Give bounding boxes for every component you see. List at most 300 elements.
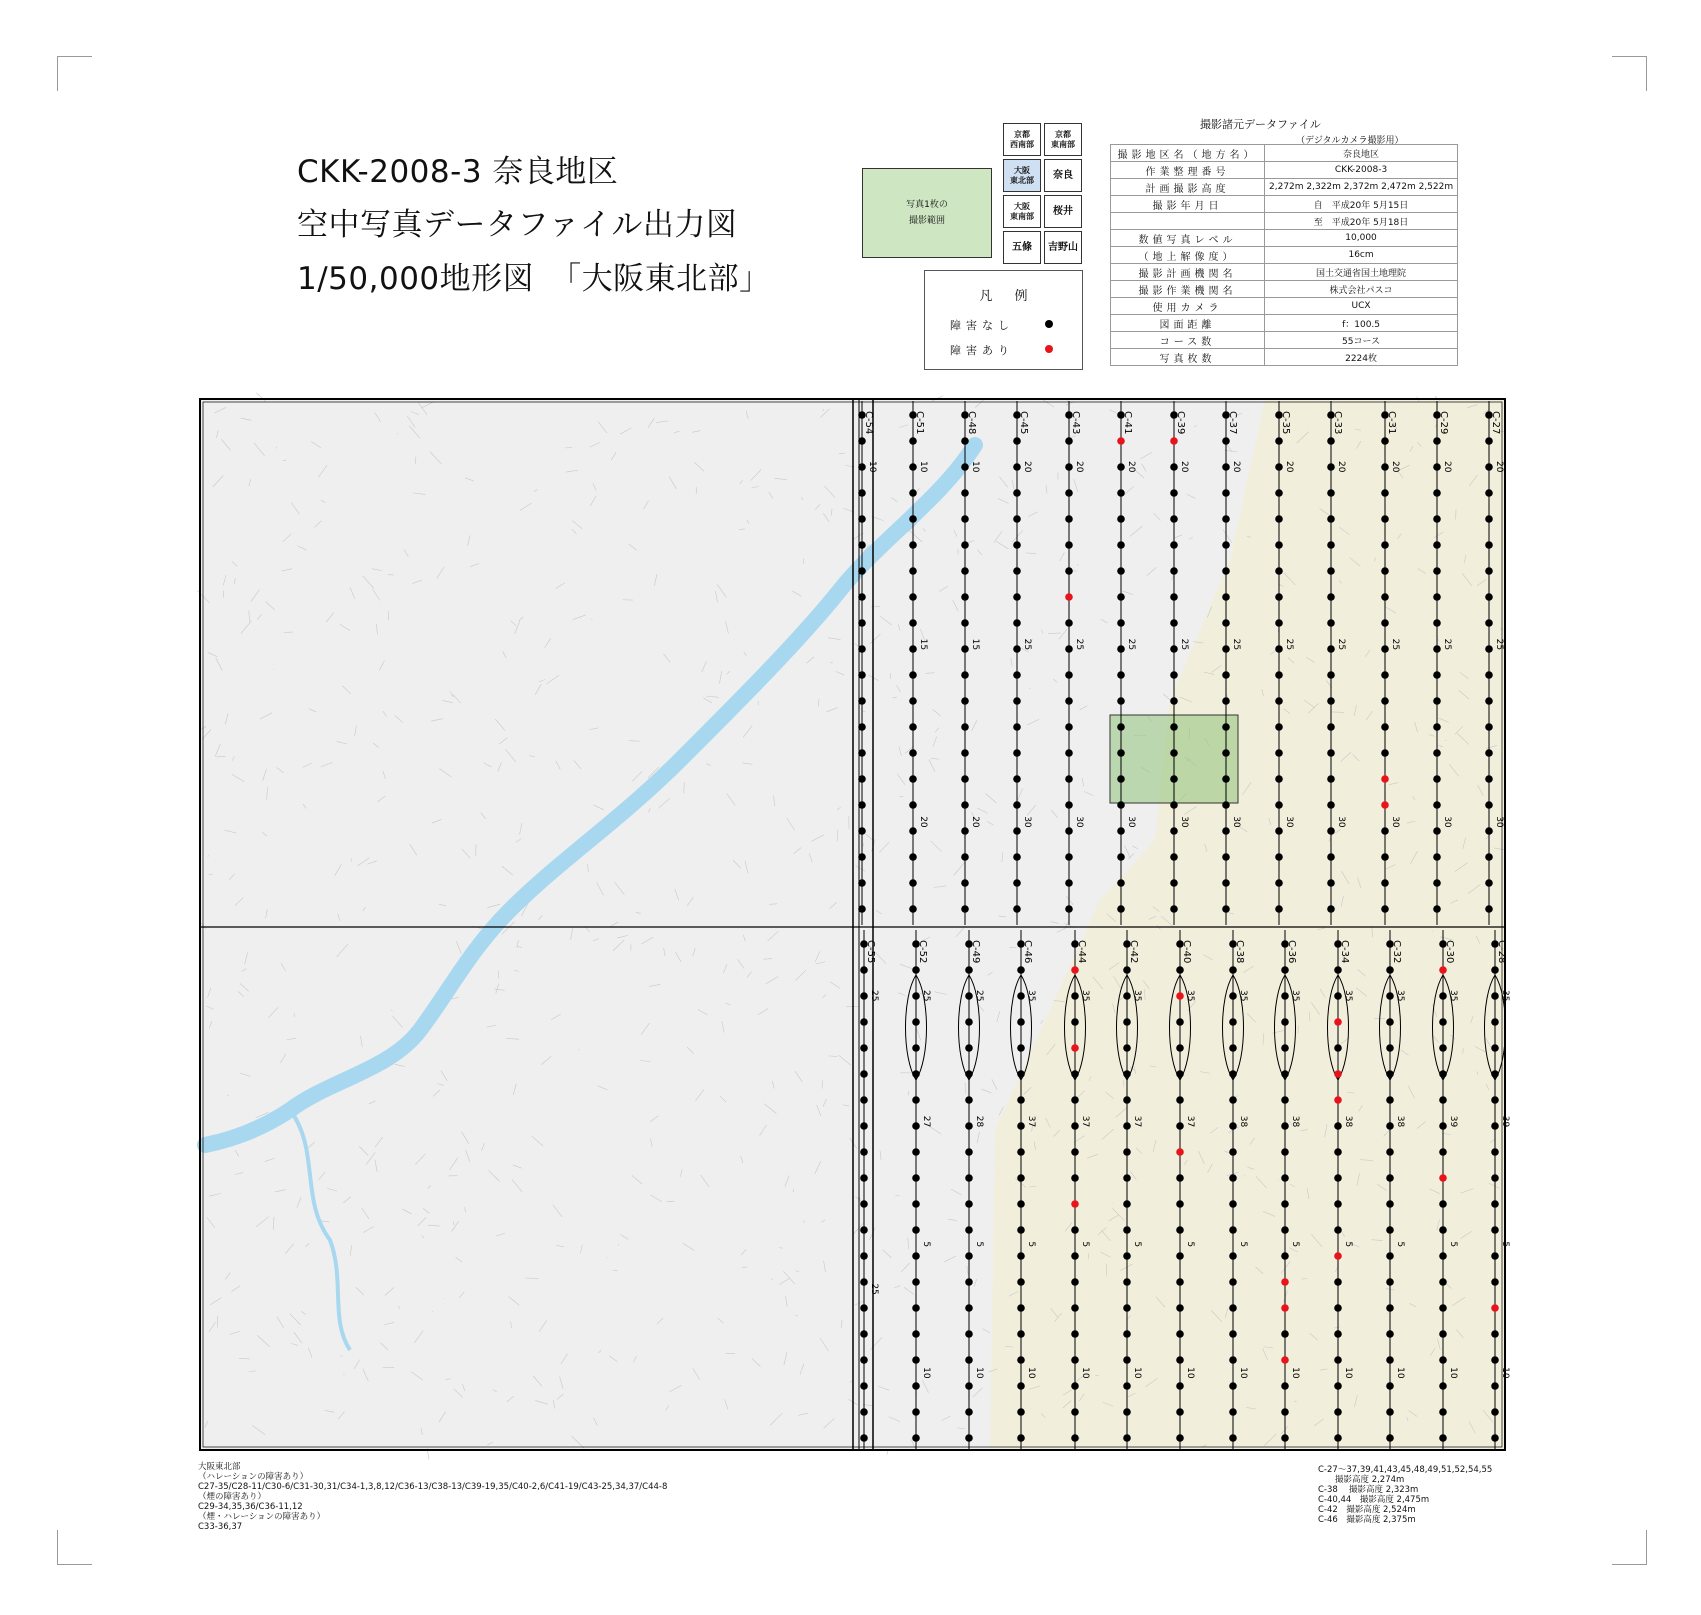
exposure-point	[1176, 1304, 1184, 1312]
exposure-point	[1170, 437, 1178, 445]
exposure-point	[860, 1174, 868, 1182]
photo-number-label: 10	[1500, 1367, 1510, 1379]
exposure-point	[1117, 879, 1125, 887]
exposure-point	[961, 437, 969, 445]
exposure-point	[1017, 1070, 1025, 1078]
exposure-point	[1170, 671, 1178, 679]
photo-number-label: 5	[1290, 1241, 1300, 1248]
exposure-point	[1327, 905, 1335, 913]
photo-number-label: 37	[1080, 1115, 1090, 1128]
exposure-point	[1229, 1174, 1237, 1182]
photo-number-label: 25	[869, 1283, 879, 1295]
exposure-point	[1386, 1330, 1394, 1338]
exposure-point	[1117, 697, 1125, 705]
exposure-point	[858, 775, 866, 783]
exposure-point	[909, 463, 917, 471]
exposure-point	[1439, 1148, 1447, 1156]
exposure-point	[1381, 723, 1389, 731]
exposure-point	[1433, 905, 1441, 913]
exposure-point	[1176, 1278, 1184, 1286]
exposure-point	[909, 697, 917, 705]
exposure-point	[860, 966, 868, 974]
exposure-point	[1229, 992, 1237, 1000]
exposure-point	[1123, 1226, 1131, 1234]
exposure-point	[1065, 697, 1073, 705]
legend-title: 凡例	[979, 289, 1050, 304]
exposure-point	[1222, 723, 1230, 731]
exposure-point	[1381, 515, 1389, 523]
exposure-point	[858, 489, 866, 497]
exposure-point	[1381, 853, 1389, 861]
exposure-point	[912, 1044, 920, 1052]
index-cell-line2: 東南部	[1051, 139, 1075, 149]
exposure-point	[1439, 1408, 1447, 1416]
spec-key: 撮影作業機関名	[1111, 281, 1265, 298]
photo-number-label: 5	[974, 1241, 984, 1248]
exposure-point	[1229, 1356, 1237, 1364]
exposure-point	[858, 853, 866, 861]
exposure-point	[1123, 1148, 1131, 1156]
exposure-point	[1071, 1278, 1079, 1286]
exposure-point	[1013, 723, 1021, 731]
photo-number-label: 10	[1395, 1367, 1405, 1379]
exposure-point	[1485, 801, 1493, 809]
photo-number-label: 38	[1238, 1115, 1248, 1128]
exposure-point	[1386, 1252, 1394, 1260]
exposure-point	[858, 645, 866, 653]
exposure-point	[1017, 1278, 1025, 1286]
spec-subtitle: （デジタルカメラ撮影用）	[1296, 136, 1404, 146]
exposure-point	[1222, 879, 1230, 887]
exposure-point	[1485, 671, 1493, 679]
exposure-point	[1334, 1408, 1342, 1416]
exposure-point	[1176, 1070, 1184, 1078]
exposure-point	[1013, 853, 1021, 861]
exposure-point	[1222, 489, 1230, 497]
exposure-point	[1229, 1434, 1237, 1442]
photo-number-label: 35	[1500, 990, 1510, 1002]
exposure-point	[1327, 489, 1335, 497]
exposure-point	[1176, 966, 1184, 974]
photo-number-label: 10	[1185, 1367, 1195, 1379]
title-sheet: 1/50,000地形図 「大阪東北部」	[297, 261, 771, 297]
course-label: C-46	[1022, 940, 1033, 964]
course-label: C-31	[1386, 411, 1397, 435]
exposure-point	[1275, 723, 1283, 731]
exposure-point	[1229, 1070, 1237, 1078]
course-label: C-51	[914, 411, 925, 435]
exposure-point	[1485, 541, 1493, 549]
exposure-point	[1386, 1044, 1394, 1052]
exposure-point	[1275, 645, 1283, 653]
exposure-point	[1170, 593, 1178, 601]
spec-key: 図面距離	[1111, 315, 1265, 332]
photo-number-label: 30	[1390, 816, 1400, 828]
exposure-point	[1439, 1304, 1447, 1312]
exposure-point	[1433, 853, 1441, 861]
exposure-point	[1065, 541, 1073, 549]
exposure-point	[860, 1408, 868, 1416]
exposure-point	[1281, 1070, 1289, 1078]
exposure-point	[1433, 723, 1441, 731]
exposure-point	[1275, 567, 1283, 575]
exposure-point	[858, 567, 866, 575]
exposure-point	[1176, 1148, 1184, 1156]
exposure-point	[1170, 905, 1178, 913]
exposure-point	[909, 723, 917, 731]
course-label: C-45	[1018, 411, 1029, 435]
exposure-point	[1327, 749, 1335, 757]
exposure-point	[1017, 1356, 1025, 1364]
exposure-point	[1433, 489, 1441, 497]
exposure-point	[1281, 1382, 1289, 1390]
exposure-point	[1439, 1356, 1447, 1364]
exposure-point	[1433, 593, 1441, 601]
legend-label-obstacle: 障害あり	[950, 344, 1014, 357]
exposure-point	[1170, 645, 1178, 653]
photo-number-label: 30	[1022, 816, 1032, 828]
exposure-point	[1433, 775, 1441, 783]
exposure-point	[1123, 1408, 1131, 1416]
exposure-point	[1065, 801, 1073, 809]
photo-number-label: 20	[1284, 461, 1294, 473]
exposure-point	[1123, 1278, 1131, 1286]
exposure-point	[1170, 853, 1178, 861]
exposure-point	[1334, 1174, 1342, 1182]
photo-number-label: 35	[1026, 990, 1036, 1002]
exposure-point	[909, 671, 917, 679]
course-label: C-41	[1122, 411, 1133, 435]
exposure-point	[1491, 1434, 1499, 1442]
exposure-point	[1485, 645, 1493, 653]
exposure-point	[1013, 697, 1021, 705]
exposure-point	[1176, 1018, 1184, 1026]
exposure-point	[1275, 489, 1283, 497]
exposure-point	[1017, 1330, 1025, 1338]
exposure-point	[961, 645, 969, 653]
exposure-point	[1386, 1096, 1394, 1104]
photo-number-label: 20	[1126, 461, 1136, 473]
exposure-point	[1065, 853, 1073, 861]
exposure-point	[1117, 463, 1125, 471]
photo-number-label: 25	[1336, 638, 1346, 651]
exposure-point	[1491, 1122, 1499, 1130]
exposure-point	[1281, 1018, 1289, 1026]
exposure-point	[1013, 463, 1021, 471]
spec-value: 10,000	[1265, 230, 1458, 247]
exposure-point	[1117, 515, 1125, 523]
title-project: CKK-2008-3 奈良地区	[297, 154, 619, 190]
exposure-point	[1433, 879, 1441, 887]
exposure-point	[1433, 671, 1441, 679]
exposure-point	[1071, 1070, 1079, 1078]
exposure-point	[1281, 1096, 1289, 1104]
exposure-point	[1176, 1044, 1184, 1052]
exposure-point	[1071, 1434, 1079, 1442]
exposure-point	[1275, 437, 1283, 445]
exposure-point	[912, 966, 920, 974]
index-cell-line2: 東北部	[1010, 175, 1034, 185]
photo-number-label: 20	[918, 816, 928, 828]
exposure-point	[1117, 489, 1125, 497]
exposure-point	[1017, 1252, 1025, 1260]
exposure-point	[1065, 671, 1073, 679]
exposure-point	[1491, 1330, 1499, 1338]
exposure-point	[1381, 541, 1389, 549]
spec-key: （地上解像度）	[1111, 247, 1265, 264]
photo-number-label: 10	[1343, 1367, 1353, 1379]
exposure-point	[1123, 1044, 1131, 1052]
exposure-point	[860, 992, 868, 1000]
exposure-point	[961, 593, 969, 601]
course-label: C-48	[966, 411, 977, 435]
exposure-point	[860, 1070, 868, 1078]
exposure-point	[1117, 567, 1125, 575]
course-label: C-42	[1128, 940, 1139, 964]
exposure-point	[1275, 515, 1283, 523]
exposure-point	[1013, 515, 1021, 523]
course-label: C-54	[863, 411, 874, 435]
exposure-point	[1071, 1044, 1079, 1052]
exposure-point	[1117, 853, 1125, 861]
photo-number-label: 38	[1395, 1115, 1405, 1128]
photo-number-label: 25	[974, 990, 984, 1002]
photo-number-label: 10	[921, 1367, 931, 1379]
exposure-point	[909, 567, 917, 575]
exposure-point	[1281, 1356, 1289, 1364]
exposure-point	[1386, 1122, 1394, 1130]
exposure-point	[858, 619, 866, 627]
exposure-point	[912, 1330, 920, 1338]
exposure-point	[1071, 1148, 1079, 1156]
exposure-point	[912, 1434, 920, 1442]
exposure-point	[1433, 437, 1441, 445]
exposure-point	[1229, 1096, 1237, 1104]
exposure-point	[961, 879, 969, 887]
exposure-point	[965, 1226, 973, 1234]
exposure-point	[1281, 1044, 1289, 1052]
exposure-point	[1439, 1174, 1447, 1182]
photo-number-label: 25	[1284, 638, 1294, 651]
photo-number-label: 25	[1442, 638, 1452, 651]
spec-value: 国土交通省国土地理院	[1265, 264, 1458, 281]
exposure-point	[1071, 1408, 1079, 1416]
exposure-point	[1386, 966, 1394, 974]
spec-value: f：100.5	[1265, 315, 1458, 332]
exposure-point	[1327, 515, 1335, 523]
obstacle-notes: 大阪東北部 （ハレーションの障害あり） C27-35/C28-11/C30-6/C31-30,31/C34-1,3,8,12/C36-13/C38-13/C39-19,35/C40-2,6/C41-19/C43-25,34,37/C44-8 （煙の障害あり） C29-34,35,36/C36-11,12 （煙・ハレーションの障害あり） C33-36,37	[198, 1462, 668, 1532]
course-label: C-38	[1234, 940, 1245, 964]
photo-number-label: 25	[1179, 638, 1189, 651]
course-label: C-32	[1391, 940, 1402, 964]
exposure-point	[1071, 1174, 1079, 1182]
photo-number-label: 25	[1022, 638, 1032, 651]
exposure-point	[961, 463, 969, 471]
index-cell-line1: 奈良	[1053, 169, 1073, 181]
exposure-point	[858, 827, 866, 835]
index-cell-line1: 吉野山	[1048, 241, 1078, 253]
exposure-point	[858, 463, 866, 471]
exposure-point	[1123, 1096, 1131, 1104]
exposure-point	[1275, 801, 1283, 809]
exposure-point	[965, 1252, 973, 1260]
exposure-point	[1281, 1252, 1289, 1260]
exposure-point	[1433, 541, 1441, 549]
exposure-point	[1065, 619, 1073, 627]
exposure-point	[1229, 1278, 1237, 1286]
exposure-point	[961, 801, 969, 809]
exposure-point	[1117, 645, 1125, 653]
exposure-point	[1334, 1122, 1342, 1130]
exposure-point	[909, 515, 917, 523]
exposure-point	[965, 1278, 973, 1286]
exposure-point	[909, 645, 917, 653]
exposure-point	[860, 1226, 868, 1234]
exposure-point	[1381, 619, 1389, 627]
photo-number-label: 30	[1126, 816, 1136, 828]
exposure-point	[1327, 593, 1335, 601]
photo-number-label: 10	[867, 461, 877, 473]
exposure-point	[1334, 1070, 1342, 1078]
exposure-point	[1386, 992, 1394, 1000]
exposure-point	[1013, 671, 1021, 679]
exposure-point	[1222, 593, 1230, 601]
exposure-point	[961, 775, 969, 783]
exposure-point	[909, 775, 917, 783]
course-label: C-44	[1076, 940, 1087, 964]
exposure-point	[1439, 1252, 1447, 1260]
exposure-point	[965, 1408, 973, 1416]
course-label: C-40	[1181, 940, 1192, 964]
exposure-point	[1123, 1330, 1131, 1338]
exposure-point	[1176, 1330, 1184, 1338]
exposure-point	[1327, 697, 1335, 705]
exposure-point	[1013, 541, 1021, 549]
exposure-point	[860, 1148, 868, 1156]
exposure-point	[1439, 1226, 1447, 1234]
index-cell-line2: 東南部	[1010, 211, 1034, 221]
exposure-point	[961, 905, 969, 913]
exposure-point	[965, 1096, 973, 1104]
exposure-point	[1222, 463, 1230, 471]
exposure-point	[1170, 463, 1178, 471]
footprint-label-line1: 写真1枚の	[906, 200, 948, 210]
exposure-point	[1491, 1070, 1499, 1078]
spec-key: 撮影地区名（地方名）	[1111, 145, 1265, 162]
exposure-point	[912, 1200, 920, 1208]
course-label: C-29	[1438, 411, 1449, 435]
exposure-point	[1123, 1434, 1131, 1442]
course-label: C-52	[917, 940, 928, 964]
exposure-point	[1013, 879, 1021, 887]
exposure-point	[1229, 1226, 1237, 1234]
exposure-point	[1071, 1330, 1079, 1338]
exposure-point	[1170, 515, 1178, 523]
exposure-point	[909, 541, 917, 549]
exposure-point	[1491, 1408, 1499, 1416]
photo-number-label: 25	[1231, 638, 1241, 651]
exposure-point	[1170, 749, 1178, 757]
exposure-point	[965, 1018, 973, 1026]
exposure-point	[961, 489, 969, 497]
photo-number-label: 35	[1395, 990, 1405, 1002]
exposure-point	[1123, 1174, 1131, 1182]
exposure-point	[1334, 1018, 1342, 1026]
exposure-point	[1065, 515, 1073, 523]
spec-value: 2,272m 2,322m 2,372m 2,472m 2,522m	[1265, 179, 1458, 196]
exposure-point	[912, 1252, 920, 1260]
exposure-point	[860, 1434, 868, 1442]
exposure-point	[1439, 1122, 1447, 1130]
exposure-point	[1485, 879, 1493, 887]
exposure-point	[1065, 827, 1073, 835]
exposure-point	[1123, 1070, 1131, 1078]
exposure-point	[912, 1408, 920, 1416]
exposure-point	[1117, 593, 1125, 601]
exposure-point	[1017, 1408, 1025, 1416]
exposure-point	[1485, 827, 1493, 835]
exposure-point	[912, 1356, 920, 1364]
exposure-point	[1017, 966, 1025, 974]
photo-number-label: 30	[1231, 816, 1241, 828]
exposure-point	[1491, 1174, 1499, 1182]
exposure-point	[1170, 723, 1178, 731]
exposure-point	[1334, 966, 1342, 974]
exposure-point	[1491, 1096, 1499, 1104]
spec-title: 撮影諸元データファイル	[1200, 118, 1321, 131]
exposure-point	[909, 801, 917, 809]
exposure-point	[961, 515, 969, 523]
course-label: C-35	[1280, 411, 1291, 435]
exposure-point	[909, 619, 917, 627]
exposure-point	[912, 1070, 920, 1078]
exposure-point	[1491, 1382, 1499, 1390]
index-cell-line1: 大阪	[1014, 201, 1030, 211]
exposure-point	[909, 593, 917, 601]
exposure-point	[1123, 1356, 1131, 1364]
exposure-point	[858, 749, 866, 757]
exposure-point	[1386, 1226, 1394, 1234]
exposure-point	[1381, 645, 1389, 653]
exposure-point	[1013, 489, 1021, 497]
exposure-point	[1381, 671, 1389, 679]
exposure-point	[1222, 515, 1230, 523]
exposure-point	[1117, 749, 1125, 757]
exposure-point	[1176, 1122, 1184, 1130]
photo-number-label: 15	[918, 638, 928, 651]
photo-number-label: 28	[974, 1115, 984, 1128]
exposure-point	[1017, 1018, 1025, 1026]
exposure-point	[1386, 1018, 1394, 1026]
exposure-point	[1439, 1278, 1447, 1286]
exposure-point	[1117, 827, 1125, 835]
photo-number-label: 35	[1238, 990, 1248, 1002]
photo-number-label: 25	[1126, 638, 1136, 651]
exposure-point	[912, 1018, 920, 1026]
exposure-point	[1123, 1252, 1131, 1260]
exposure-point	[1117, 541, 1125, 549]
exposure-point	[1491, 1304, 1499, 1312]
exposure-point	[1071, 966, 1079, 974]
photo-number-label: 5	[1395, 1241, 1405, 1248]
exposure-point	[860, 1252, 868, 1260]
exposure-point	[1071, 1382, 1079, 1390]
exposure-point	[1017, 1434, 1025, 1442]
exposure-point	[1013, 437, 1021, 445]
exposure-point	[961, 697, 969, 705]
exposure-point	[1222, 853, 1230, 861]
photo-number-label: 10	[970, 461, 980, 473]
